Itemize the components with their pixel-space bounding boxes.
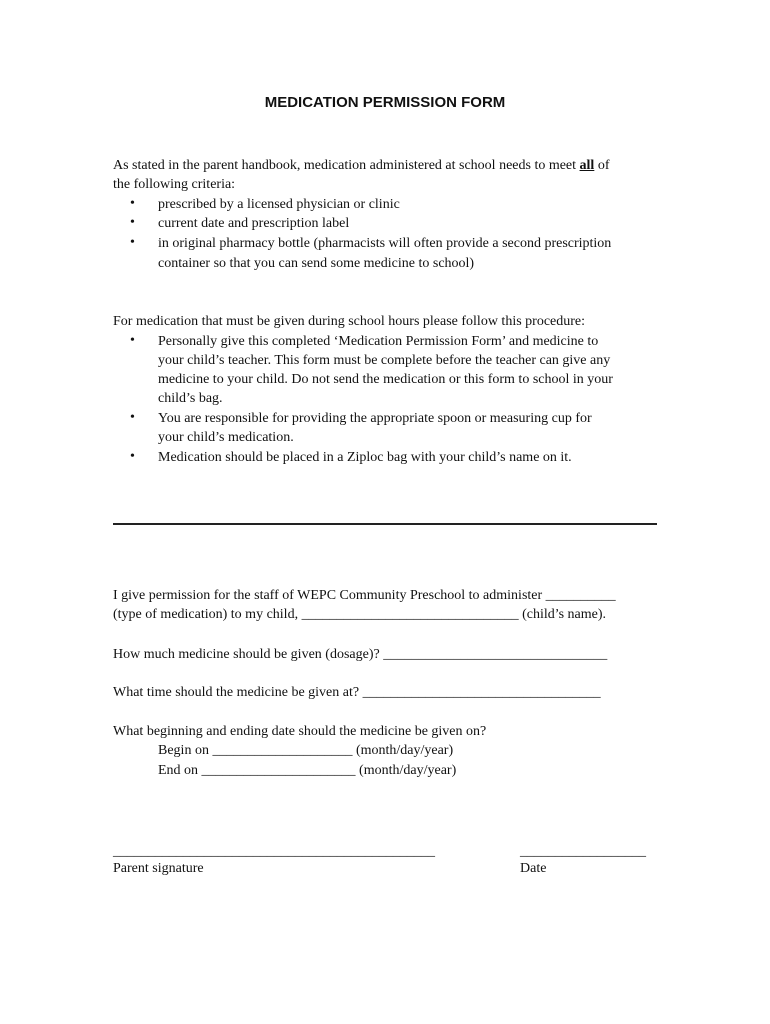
- procedure-item-continued: medicine to your child. Do not send the medication or this form to school in your: [158, 372, 613, 387]
- date-line[interactable]: __________________: [520, 844, 646, 859]
- criteria-item: in original pharmacy bottle (pharmacists will often provide a second prescription: [158, 236, 612, 251]
- bullet-glyph: •: [130, 410, 135, 425]
- procedure-item-continued: your child’s medication.: [158, 430, 294, 445]
- parent-signature-line[interactable]: ______________________________________________: [113, 844, 435, 859]
- criteria-item-continued: container so that you can send some medicine to school): [158, 256, 475, 271]
- dates-question: What beginning and ending date should the medicine be given on?: [113, 724, 487, 739]
- intro-line-2: the following criteria:: [113, 177, 236, 192]
- procedure-item-continued: child’s bag.: [158, 391, 223, 406]
- permission-line-1[interactable]: I give permission for the staff of WEPC Community Preschool to administer __________: [113, 588, 616, 603]
- bullet-glyph: •: [130, 235, 135, 250]
- bullet-glyph: •: [130, 449, 135, 464]
- intro-text-after: of: [594, 158, 610, 173]
- permission-line-2[interactable]: (type of medication) to my child, _______________________________ (child’s name).: [113, 607, 607, 622]
- date-label: Date: [520, 861, 547, 876]
- bullet-glyph: •: [130, 196, 135, 211]
- intro-emphasis: all: [579, 158, 595, 173]
- begin-date-field[interactable]: Begin on ____________________ (month/day/year): [158, 743, 454, 758]
- bullet-glyph: •: [130, 215, 135, 230]
- dosage-field[interactable]: How much medicine should be given (dosage)? ________________________________: [113, 647, 608, 662]
- criteria-item: current date and prescription label: [158, 216, 350, 231]
- procedure-item: You are responsible for providing the appropriate spoon or measuring cup for: [158, 411, 592, 426]
- end-date-field[interactable]: End on ______________________ (month/day/year): [158, 763, 457, 778]
- procedure-item: Personally give this completed ‘Medication Permission Form’ and medicine to: [158, 334, 599, 349]
- procedure-lead: For medication that must be given during school hours please follow this procedure:: [113, 314, 586, 329]
- procedure-item-continued: your child’s teacher. This form must be complete before the teacher can give any: [158, 353, 611, 368]
- intro-paragraph: [113, 156, 610, 176]
- bullet-glyph: •: [130, 333, 135, 348]
- procedure-item: Medication should be placed in a Ziploc bag with your child’s name on it.: [158, 450, 572, 465]
- criteria-item: prescribed by a licensed physician or clinic: [158, 197, 400, 212]
- parent-signature-label: Parent signature: [113, 861, 204, 876]
- section-divider: [113, 523, 657, 525]
- intro-text-before: As stated in the parent handbook, medication administered at school needs to meet: [113, 158, 580, 173]
- time-field[interactable]: What time should the medicine be given at? __________________________________: [113, 685, 601, 700]
- form-title: MEDICATION PERMISSION FORM: [264, 94, 506, 111]
